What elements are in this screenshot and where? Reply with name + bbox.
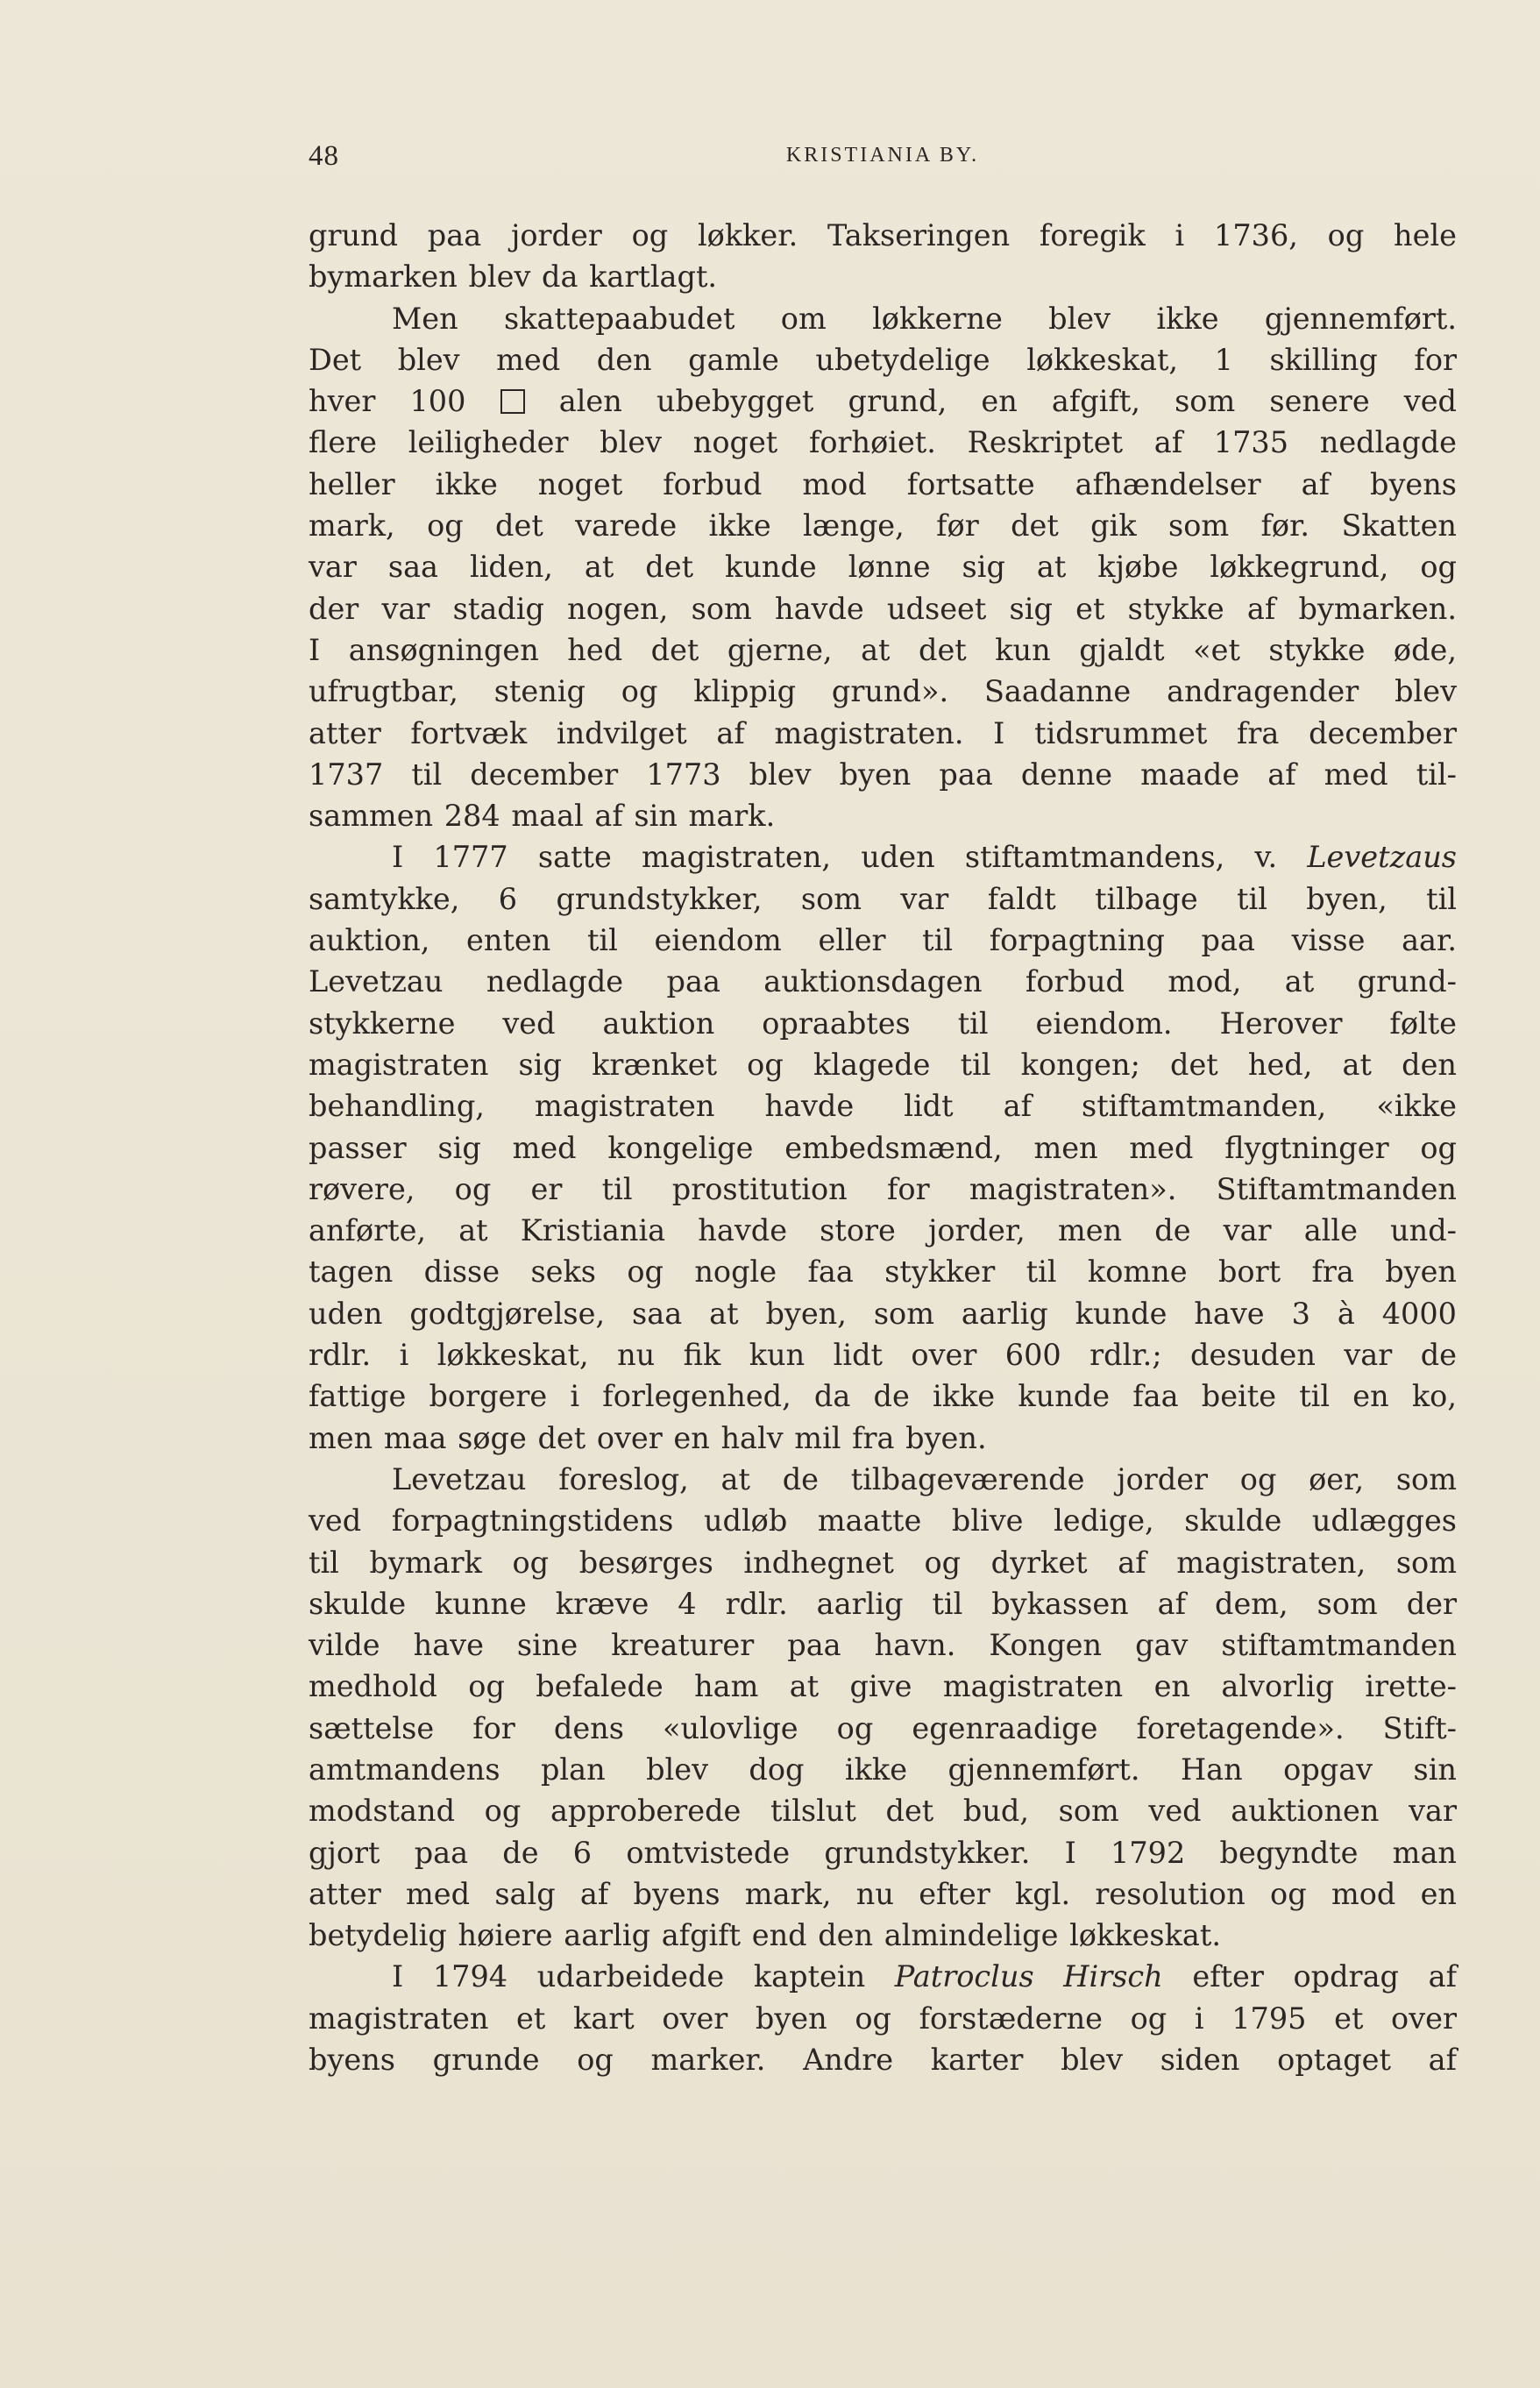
text-fragment: alen ubebygget grund, en afgift, som senere ved: [524, 384, 1457, 419]
text-line: rdlr. i løkkeskat, nu fik kun lidt over 600 rdlr.; desuden var de: [309, 1338, 1457, 1373]
text-line: tagen disse seks og nogle faa stykker til komne bort fra byen: [309, 1254, 1457, 1290]
text-line: mark, og det varede ikke længe, før det gik som før. Skatten: [309, 508, 1457, 544]
text-fragment: I 1794 udarbeidede kaptein: [392, 1959, 895, 1994]
text-line: samtykke, 6 grundstykker, som var faldt tilbage til byen, til: [309, 881, 1457, 916]
text-line: røvere, og er til prostitution for magistraten». Stiftamtmanden: [309, 1171, 1457, 1206]
text-line: anførte, at Kristiania havde store jorder, men de var alle und-: [309, 1213, 1457, 1248]
text-line: sammen 284 maal af sin mark.: [309, 799, 776, 834]
text-line: Levetzau nedlagde paa auktionsdagen forbud mod, at grund-: [309, 964, 1457, 999]
text-line: Men skattepaabudet om løkkerne blev ikke gjennemført.: [392, 301, 1457, 336]
text-line: behandling, magistraten havde lidt af stiftamtmanden, «ikke: [309, 1089, 1457, 1124]
text-line: betydelig høiere aarlig afgift end den almindelige løkkeskat.: [309, 1918, 1221, 1953]
text-line: Levetzau foreslog, at de tilbageværende jorder og øer, som: [392, 1461, 1457, 1496]
text-line: medhold og befalede ham at give magistraten en alvorlig irette-: [309, 1669, 1457, 1704]
text-line: atter fortvæk indvilget af magistraten. I tidsrummet fra december: [309, 715, 1457, 750]
text-line: passer sig med kongelige embedsmænd, men med flygtninger og: [309, 1130, 1457, 1165]
text-line: men maa søge det over en halv mil fra byen.: [309, 1420, 987, 1455]
running-head: KRISTIANIA BY.: [785, 144, 980, 167]
page-header: [309, 140, 1457, 179]
page-number: 48: [309, 140, 339, 172]
text-line: sættelse for dens «ulovlige og egenraadige foretagende». Stift-: [309, 1710, 1457, 1745]
text-line: auktion, enten til eiendom eller til forpagtning paa visse aar.: [309, 923, 1457, 958]
text-line: ufrugtbar, stenig og klippig grund». Saadanne andragender blev: [309, 674, 1457, 709]
square-unit-symbol: [500, 389, 525, 414]
text-line: stykkerne ved auktion opraabtes til eiendom. Herover følte: [309, 1006, 1457, 1041]
text-line: bymarken blev da kartlagt.: [309, 259, 718, 295]
text-line: uden godtgjørelse, saa at byen, som aarlig kunde have 3 à 4000: [309, 1296, 1457, 1331]
text-line: fattige borgere i forlegenhed, da de ikke kunde faa beite til en ko,: [309, 1379, 1457, 1414]
text-line: Det blev med den gamle ubetydelige løkkeskat, 1 skilling for: [309, 342, 1457, 377]
text-line: der var stadig nogen, som havde udseet sig et stykke af bymarken.: [309, 591, 1457, 626]
text-line: grund paa jorder og løkker. Takseringen foregik i 1736, og hele: [309, 218, 1457, 252]
text-line: magistraten et kart over byen og forstæderne og i 1795 et over: [309, 2001, 1457, 2036]
text-fragment: efter opdrag af: [1162, 1959, 1457, 1994]
text-line: byens grunde og marker. Andre karter blev siden optaget af: [309, 2043, 1457, 2078]
text-line: flere leiligheder blev noget forhøiet. Reskriptet af 1735 nedlagde: [309, 425, 1457, 460]
text-line: var saa liden, at det kunde lønne sig at kjøbe løkkegrund, og: [309, 550, 1457, 585]
person-name: Levetzaus: [1307, 840, 1457, 875]
text-line: til bymark og besørges indhegnet og dyrket af magistraten, som: [309, 1545, 1457, 1580]
body-text: [309, 215, 1457, 2080]
text-line: [309, 836, 1457, 878]
text-line: ved forpagtningstidens udløb maatte blive ledige, skulde udlægges: [309, 1503, 1457, 1539]
text-line: vilde have sine kreaturer paa havn. Kongen gav stiftamtmanden: [309, 1628, 1457, 1663]
text-fragment: I 1777 satte magistraten, uden stiftamtmandens, v.: [392, 840, 1308, 875]
text-line: modstand og approberede tilslut det bud, som ved auktionen var: [309, 1794, 1457, 1829]
person-name: Patroclus Hirsch: [894, 1959, 1163, 1994]
text-line: amtmandens plan blev dog ikke gjennemført. Han opgav sin: [309, 1752, 1457, 1787]
text-line: [309, 1956, 1457, 1997]
text-line: I ansøgningen hed det gjerne, at det kun gjaldt «et stykke øde,: [309, 632, 1457, 667]
text-line: gjort paa de 6 omtvistede grundstykker. I 1792 begyndte man: [309, 1835, 1457, 1870]
text-line: atter med salg af byens mark, nu efter kgl. resolution og mod en: [309, 1876, 1457, 1911]
text-line: 1737 til december 1773 blev byen paa denne maade af med til-: [309, 757, 1457, 792]
text-line: [309, 380, 1457, 422]
text-line: heller ikke noget forbud mod fortsatte afhændelser af byens: [309, 466, 1457, 501]
text-fragment: hver 100: [309, 384, 500, 419]
text-line: skulde kunne kræve 4 rdlr. aarlig til bykassen af dem, som der: [309, 1586, 1457, 1621]
text-line: magistraten sig krænket og klagede til kongen; det hed, at den: [309, 1047, 1457, 1082]
